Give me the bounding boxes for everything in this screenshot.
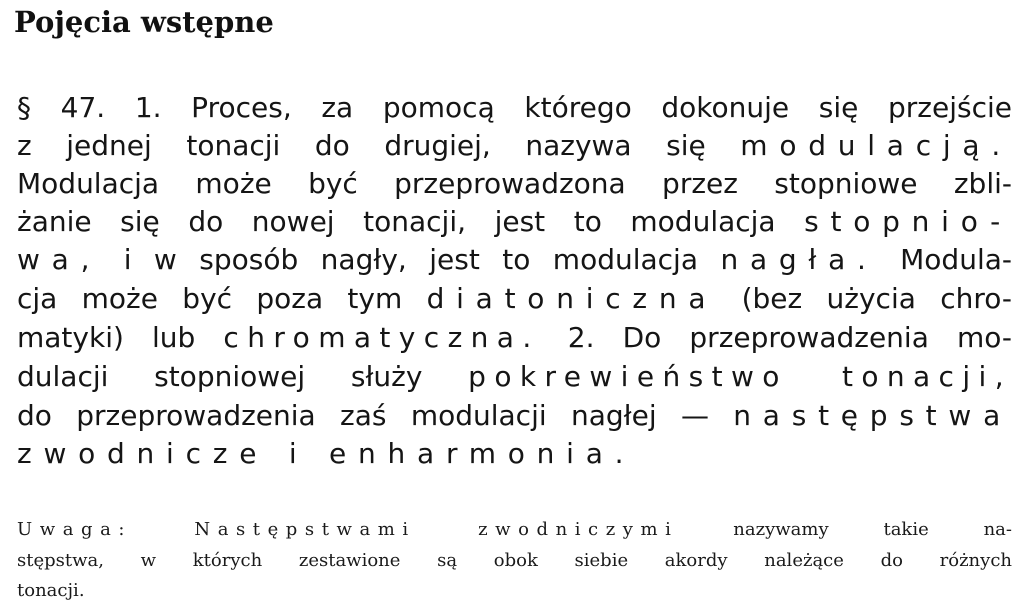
paragraph-line-4 — [17, 204, 1012, 240]
text-run: z jednej tonacji do drugiej, nazywa się — [17, 129, 741, 162]
text-run: i w sposób nagły, jest to modulacja — [101, 243, 721, 276]
spaced-term-stopniowa: stopnio- — [804, 205, 1012, 238]
text-run: dulacji stopniowej służy — [17, 360, 469, 393]
page-heading: Pojęcia wstępne — [14, 5, 274, 39]
text-run: do przeprowadzenia zaś modulacji nagłej — — [17, 399, 734, 432]
text-run: (bez użycia chro- — [717, 282, 1012, 315]
paragraph-line-7 — [17, 320, 1012, 356]
note-line-2: stępstwa, w których zestawione są obok siebie akordy należące do różnych — [17, 550, 1012, 571]
paragraph-line-5 — [17, 242, 1012, 278]
spaced-term-zwodnicze-enharmonia: zwodnicze i enharmonia. — [17, 437, 636, 470]
note-line-1 — [17, 516, 1012, 544]
paragraph-line-10 — [17, 436, 1012, 472]
spaced-term-diatoniczna: diatoniczna — [426, 282, 718, 315]
spaced-term-nagla: nagła. — [720, 243, 878, 276]
text-run: żanie się do nowej tonacji, jest to modulacja — [17, 205, 805, 238]
note-label: Uwaga: — [17, 519, 132, 540]
note-spaced-term: Następstwami zwodniczymi — [132, 519, 679, 540]
spaced-term-modulacja: modulacją. — [740, 129, 1012, 162]
text-run: cja może być poza tym — [17, 282, 427, 315]
spaced-term-chromatyczna: chromatyczna. — [223, 321, 540, 354]
spaced-term-stopniowa-end: wa, — [17, 243, 102, 276]
paragraph-line-8 — [17, 359, 1012, 395]
note-line-3: tonacji. — [17, 580, 85, 601]
paragraph-line-2 — [17, 128, 1012, 164]
paragraph-line-6 — [17, 281, 1012, 317]
text-run: matyki) lub — [17, 321, 224, 354]
spaced-term-nastepstwa: następstwa — [733, 399, 1012, 432]
text-run: 2. Do przeprowadzenia mo- — [539, 321, 1012, 354]
paragraph-line-9 — [17, 398, 1012, 434]
text-run: nazywamy takie na- — [678, 519, 1012, 540]
text-run: Modula- — [877, 243, 1012, 276]
paragraph-line-3: Modulacja może być przeprowadzona przez stopniowe zbli- — [17, 167, 1012, 200]
paragraph-line-1: § 47. 1. Proces, za pomocą którego dokonuje się przejście — [17, 91, 1012, 124]
spaced-term-pokrewienstwo-tonacji: pokrewieństwo tonacji, — [468, 360, 1013, 393]
